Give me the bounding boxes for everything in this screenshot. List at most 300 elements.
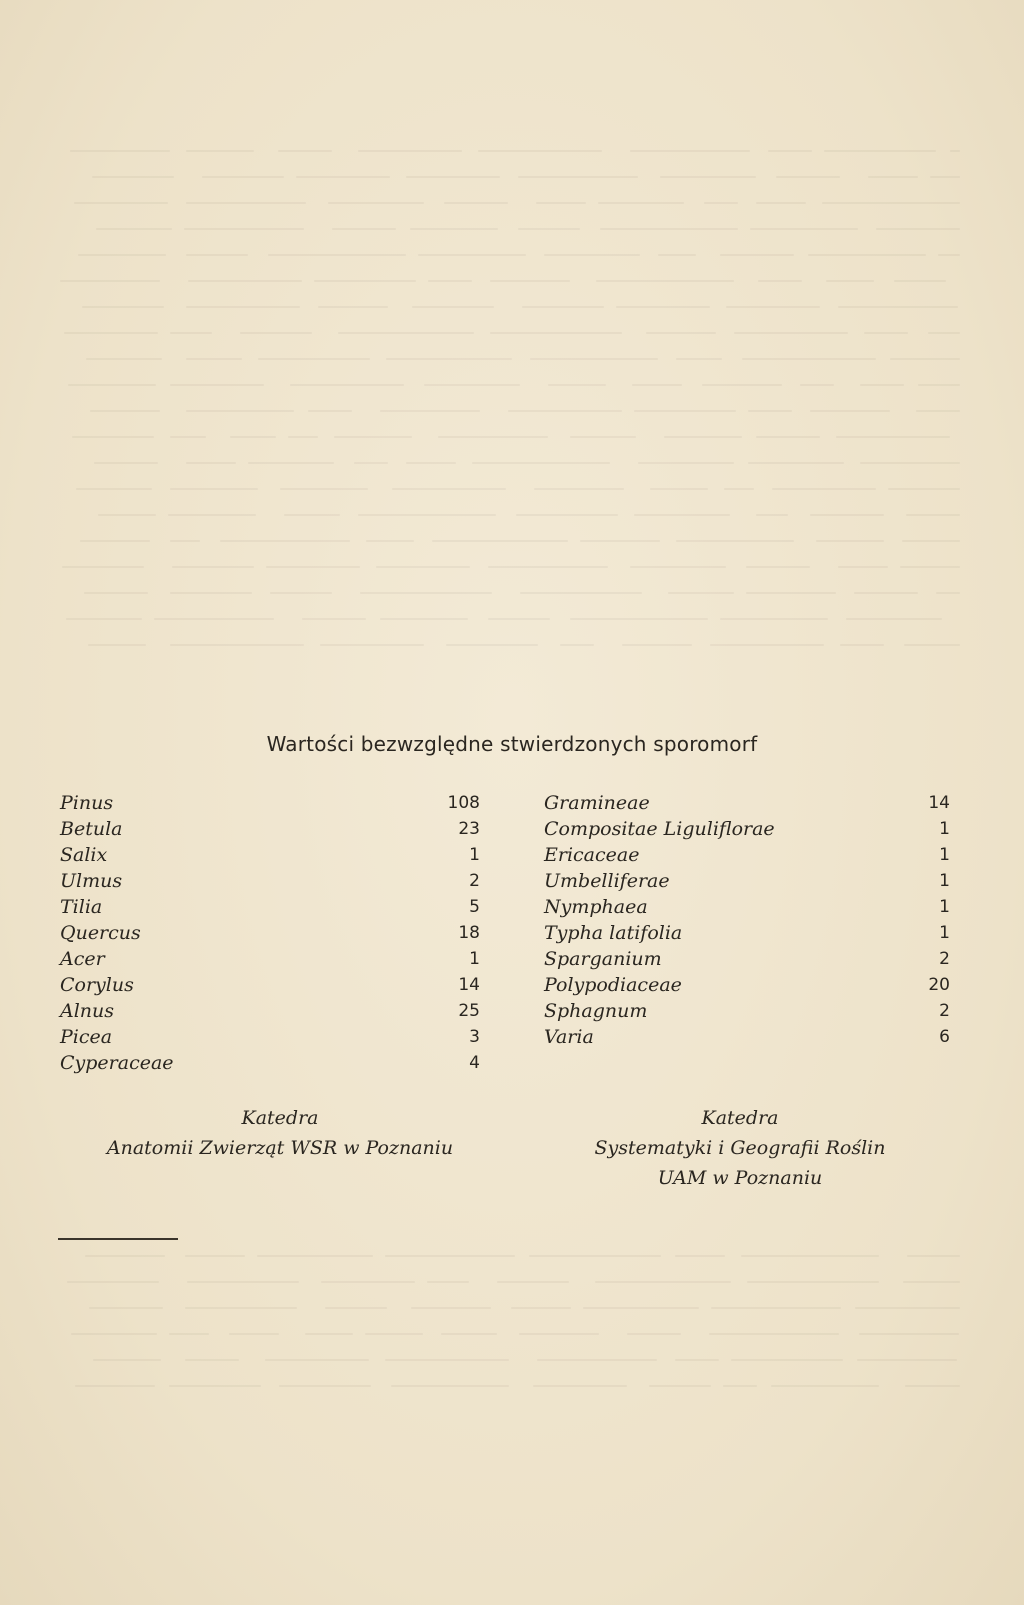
show-through-mark [497, 1281, 569, 1283]
show-through-mark [172, 566, 254, 568]
show-through-mark [649, 1385, 711, 1387]
show-through-mark [278, 150, 332, 152]
show-through-mark [854, 592, 918, 594]
show-through-mark [537, 1359, 657, 1361]
taxon-count: 2 [939, 1001, 950, 1021]
show-through-mark [488, 618, 550, 620]
list-item [544, 868, 950, 894]
taxon-name: Polypodiaceae [544, 974, 682, 996]
taxon-name: Pinus [60, 792, 114, 814]
show-through-mark [279, 1385, 371, 1387]
taxon-name: Umbelliferae [544, 870, 670, 892]
show-through-mark [650, 488, 708, 490]
show-through-mark [406, 462, 456, 464]
list-item [60, 998, 480, 1024]
sporomorph-list-left [60, 790, 480, 1076]
show-through-mark [170, 540, 200, 542]
show-through-mark [170, 644, 304, 646]
show-through-mark [386, 358, 512, 360]
show-through-mark [188, 280, 302, 282]
show-through-mark [904, 644, 960, 646]
show-through-mark [808, 254, 926, 256]
show-through-mark [84, 592, 148, 594]
show-through-mark [756, 202, 806, 204]
show-through-mark [776, 176, 840, 178]
taxon-count: 1 [939, 819, 950, 839]
show-through-mark [290, 384, 404, 386]
taxon-name: Sparganium [544, 948, 662, 970]
taxon-count: 2 [469, 871, 480, 891]
show-through-mark [321, 1281, 415, 1283]
show-through-mark [185, 1255, 245, 1257]
show-through-mark [186, 150, 254, 152]
show-through-mark [724, 488, 754, 490]
sporomorph-list-right [544, 790, 950, 1050]
taxon-count: 2 [939, 949, 950, 969]
show-through-mark [406, 176, 500, 178]
show-through-mark [74, 202, 168, 204]
show-through-mark [78, 254, 166, 256]
show-through-mark [747, 1281, 879, 1283]
show-through-mark [186, 410, 294, 412]
taxon-count: 1 [939, 845, 950, 865]
show-through-mark [756, 514, 788, 516]
show-through-mark [598, 202, 684, 204]
show-through-mark [60, 280, 160, 282]
show-through-mark [270, 592, 332, 594]
taxon-name: Alnus [60, 1000, 115, 1022]
show-through-mark [720, 254, 794, 256]
show-through-mark [424, 384, 520, 386]
taxon-name: Varia [544, 1026, 594, 1048]
show-through-mark [630, 150, 750, 152]
taxon-count: 20 [928, 975, 950, 995]
list-item [60, 790, 480, 816]
show-through-mark [544, 254, 640, 256]
show-through-mark [220, 540, 350, 542]
show-through-mark [903, 1281, 960, 1283]
show-through-mark [906, 514, 960, 516]
show-through-mark [280, 488, 368, 490]
taxon-count: 14 [928, 793, 950, 813]
show-through-mark [533, 1385, 627, 1387]
show-through-mark [229, 1333, 279, 1335]
affiliation-right [520, 1103, 960, 1193]
show-through-mark [248, 462, 334, 464]
show-through-mark [522, 306, 604, 308]
show-through-mark [358, 150, 462, 152]
show-through-mark [428, 280, 472, 282]
list-item [60, 816, 480, 842]
taxon-count: 25 [458, 1001, 480, 1021]
show-through-mark [864, 332, 908, 334]
taxon-name: Compositae Liguliflorae [544, 818, 775, 840]
taxon-name: Cyperaceae [60, 1052, 174, 1074]
show-through-mark [184, 228, 304, 230]
show-through-mark [704, 202, 738, 204]
taxon-count: 1 [469, 845, 480, 865]
taxon-name: Acer [60, 948, 105, 970]
show-through-mark [168, 514, 256, 516]
show-through-mark [840, 644, 884, 646]
table-title: Wartości bezwzględne stwierdzonych sporomorf [266, 732, 758, 756]
show-through-mark [676, 358, 722, 360]
show-through-mark [85, 1255, 165, 1257]
show-through-mark [630, 566, 726, 568]
show-through-mark [385, 1255, 515, 1257]
taxon-count: 1 [939, 871, 950, 891]
taxon-name: Ericaceae [544, 844, 640, 866]
show-through-mark [266, 566, 360, 568]
taxon-name: Tilia [60, 896, 103, 918]
list-item [60, 920, 480, 946]
show-through-mark [638, 462, 734, 464]
show-through-mark [529, 1255, 661, 1257]
show-through-mark [824, 150, 936, 152]
show-through-mark [838, 566, 888, 568]
show-through-mark [265, 1359, 369, 1361]
show-through-mark [900, 566, 960, 568]
show-through-mark [82, 306, 164, 308]
show-through-mark [170, 332, 212, 334]
show-through-mark [296, 176, 390, 178]
show-through-mark [441, 1333, 497, 1335]
show-through-mark [94, 462, 158, 464]
show-through-mark [846, 618, 942, 620]
taxon-count: 18 [458, 923, 480, 943]
show-through-mark [746, 566, 810, 568]
list-item [60, 1024, 480, 1050]
show-through-mark [756, 436, 820, 438]
show-through-mark [905, 1385, 960, 1387]
show-through-mark [318, 306, 388, 308]
show-through-mark [169, 1385, 261, 1387]
show-through-mark [634, 514, 730, 516]
show-through-mark [595, 1281, 731, 1283]
show-through-mark [258, 358, 370, 360]
show-through-mark [583, 1307, 699, 1309]
show-through-mark [748, 410, 792, 412]
taxon-count: 3 [469, 1027, 480, 1047]
show-through-mark [800, 384, 834, 386]
show-through-mark [859, 1333, 959, 1335]
show-through-mark [186, 202, 306, 204]
show-through-mark [868, 176, 918, 178]
taxon-count: 5 [469, 897, 480, 917]
show-through-mark [86, 358, 162, 360]
show-through-mark [365, 1333, 423, 1335]
show-through-mark [64, 332, 158, 334]
taxon-name: Corylus [60, 974, 134, 996]
show-through-mark [710, 644, 824, 646]
affiliation-line: Systematyki i Geografii Roślin [594, 1137, 886, 1159]
show-through-mark [412, 306, 494, 308]
show-through-mark [186, 462, 236, 464]
show-through-mark [376, 566, 470, 568]
show-through-mark [472, 462, 610, 464]
taxon-count: 14 [458, 975, 480, 995]
affiliation-left [40, 1103, 520, 1163]
taxon-count: 1 [469, 949, 480, 969]
show-through-mark [742, 358, 876, 360]
show-through-mark [170, 384, 264, 386]
show-through-mark [810, 410, 890, 412]
show-through-mark [186, 254, 248, 256]
show-through-mark [702, 384, 782, 386]
taxon-name: Salix [60, 844, 108, 866]
show-through-mark [731, 1359, 843, 1361]
list-item [60, 946, 480, 972]
show-through-mark [616, 306, 710, 308]
show-through-mark [734, 332, 848, 334]
show-through-mark [170, 592, 252, 594]
show-through-mark [530, 358, 658, 360]
show-through-mark [928, 332, 960, 334]
show-through-mark [836, 436, 950, 438]
show-through-mark [62, 566, 144, 568]
show-through-mark [600, 228, 738, 230]
show-through-mark [938, 254, 960, 256]
show-through-mark [855, 1307, 960, 1309]
list-item [544, 894, 950, 920]
show-through-mark [68, 384, 156, 386]
show-through-mark [771, 1385, 879, 1387]
show-through-mark [432, 540, 568, 542]
show-through-mark [411, 1307, 491, 1309]
show-through-mark [536, 202, 586, 204]
taxon-count: 108 [447, 793, 480, 813]
show-through-mark [627, 1333, 681, 1335]
show-through-mark [380, 618, 468, 620]
show-through-mark [560, 644, 594, 646]
show-through-mark [392, 488, 506, 490]
show-through-mark [632, 384, 682, 386]
show-through-mark [96, 228, 172, 230]
show-through-mark [758, 280, 802, 282]
show-through-mark [860, 384, 904, 386]
show-through-mark [810, 514, 884, 516]
list-item [544, 920, 950, 946]
show-through-mark [720, 618, 828, 620]
show-through-mark [185, 1359, 239, 1361]
show-through-mark [511, 1307, 571, 1309]
show-through-mark [186, 306, 300, 308]
show-through-mark [816, 540, 884, 542]
show-through-mark [358, 514, 496, 516]
taxon-name: Typha latifolia [544, 922, 683, 944]
show-through-mark [822, 202, 960, 204]
show-through-mark [418, 254, 526, 256]
show-through-mark [596, 280, 734, 282]
show-through-mark [709, 1333, 839, 1335]
show-through-mark [302, 618, 366, 620]
show-through-mark [658, 254, 696, 256]
list-item [60, 868, 480, 894]
affiliation-line: Katedra [241, 1107, 319, 1129]
show-through-mark [89, 1307, 163, 1309]
show-through-mark [76, 488, 152, 490]
show-through-mark [902, 540, 960, 542]
list-item [544, 816, 950, 842]
show-through-mark [380, 410, 480, 412]
show-through-mark [534, 488, 624, 490]
show-through-mark [478, 150, 602, 152]
taxon-name: Ulmus [60, 870, 123, 892]
show-through-mark [916, 410, 960, 412]
show-through-mark [660, 176, 756, 178]
show-through-mark [726, 306, 820, 308]
show-through-mark [444, 202, 508, 204]
show-through-mark [675, 1359, 719, 1361]
list-item [544, 842, 950, 868]
list-item [544, 790, 950, 816]
show-through-mark [490, 280, 570, 282]
taxon-count: 23 [458, 819, 480, 839]
show-through-mark [857, 1359, 957, 1361]
show-through-mark [750, 228, 858, 230]
list-item [60, 1050, 480, 1076]
show-through-mark [325, 1307, 387, 1309]
show-through-mark [240, 332, 312, 334]
list-item [544, 998, 950, 1024]
show-through-mark [490, 332, 622, 334]
show-through-mark [314, 280, 416, 282]
show-through-mark [950, 150, 960, 152]
list-item [60, 972, 480, 998]
show-through-mark [80, 540, 150, 542]
show-through-mark [768, 150, 812, 152]
show-through-mark [518, 228, 580, 230]
show-through-mark [230, 436, 276, 438]
show-through-mark [385, 1359, 509, 1361]
show-through-mark [257, 1255, 373, 1257]
show-through-mark [75, 1385, 155, 1387]
show-through-mark [169, 1333, 209, 1335]
show-through-mark [284, 514, 340, 516]
show-through-mark [520, 592, 642, 594]
show-through-mark [320, 644, 424, 646]
show-through-mark [98, 514, 156, 516]
show-through-mark [676, 540, 794, 542]
footnote-rule [58, 1238, 178, 1240]
affiliation-line: Katedra [701, 1107, 779, 1129]
list-item [544, 946, 950, 972]
show-through-mark [518, 176, 638, 178]
show-through-mark [288, 436, 318, 438]
show-through-mark [723, 1385, 757, 1387]
show-through-mark [772, 488, 876, 490]
taxon-name: Picea [60, 1026, 113, 1048]
show-through-mark [634, 410, 736, 412]
show-through-mark [170, 436, 206, 438]
show-through-mark [391, 1385, 509, 1387]
show-through-mark [334, 436, 412, 438]
affiliation-line: Anatomii Zwierząt WSR w Poznaniu [106, 1137, 454, 1159]
show-through-mark [936, 592, 960, 594]
show-through-mark [308, 410, 352, 412]
taxon-count: 6 [939, 1027, 950, 1047]
show-through-mark [826, 280, 874, 282]
show-through-mark [66, 618, 142, 620]
show-through-mark [170, 488, 258, 490]
show-through-mark [668, 592, 734, 594]
list-item [544, 1024, 950, 1050]
show-through-mark [548, 384, 606, 386]
taxon-name: Quercus [60, 922, 141, 944]
taxon-name: Betula [60, 818, 123, 840]
show-through-mark [622, 644, 692, 646]
show-through-mark [746, 592, 836, 594]
list-item [60, 894, 480, 920]
show-through-mark [366, 540, 414, 542]
show-through-mark [570, 436, 636, 438]
show-through-mark [154, 618, 274, 620]
taxon-count: 1 [939, 897, 950, 917]
show-through-mark [71, 1333, 157, 1335]
show-through-mark [876, 228, 960, 230]
show-through-mark [332, 228, 396, 230]
show-through-mark [338, 332, 474, 334]
show-through-mark [187, 1281, 299, 1283]
show-through-mark [570, 618, 708, 620]
show-through-mark [930, 176, 960, 178]
show-through-mark [516, 514, 618, 516]
show-through-mark [488, 566, 608, 568]
show-through-mark [918, 384, 960, 386]
show-through-mark [185, 1307, 297, 1309]
show-through-mark [711, 1307, 841, 1309]
show-through-mark [93, 1359, 161, 1361]
show-through-mark [894, 280, 946, 282]
show-through-mark [838, 306, 958, 308]
show-through-mark [305, 1333, 353, 1335]
show-through-mark [748, 462, 844, 464]
show-through-mark [360, 592, 492, 594]
show-through-mark [741, 1255, 879, 1257]
taxon-count: 4 [469, 1053, 480, 1073]
taxon-name: Sphagnum [544, 1000, 648, 1022]
show-through-mark [888, 488, 960, 490]
show-through-mark [202, 176, 284, 178]
show-through-mark [70, 150, 170, 152]
taxon-name: Gramineae [544, 792, 650, 814]
show-through-mark [410, 228, 498, 230]
show-through-mark [890, 358, 960, 360]
taxon-count: 1 [939, 923, 950, 943]
show-through-mark [860, 462, 960, 464]
show-through-mark [268, 254, 406, 256]
show-through-mark [438, 436, 548, 438]
show-through-mark [67, 1281, 159, 1283]
list-item [60, 842, 480, 868]
show-through-mark [519, 1333, 599, 1335]
show-through-mark [675, 1255, 725, 1257]
show-through-mark [90, 410, 160, 412]
show-through-mark [427, 1281, 469, 1283]
affiliation-line: UAM w Poznaniu [657, 1167, 823, 1189]
show-through-mark [580, 540, 660, 542]
taxon-name: Nymphaea [544, 896, 648, 918]
show-through-mark [907, 1255, 960, 1257]
show-through-mark [92, 176, 174, 178]
show-through-mark [88, 644, 146, 646]
show-through-mark [328, 202, 424, 204]
show-through-mark [664, 436, 742, 438]
show-through-mark [186, 358, 242, 360]
list-item [544, 972, 950, 998]
show-through-mark [646, 332, 716, 334]
show-through-mark [508, 410, 622, 412]
